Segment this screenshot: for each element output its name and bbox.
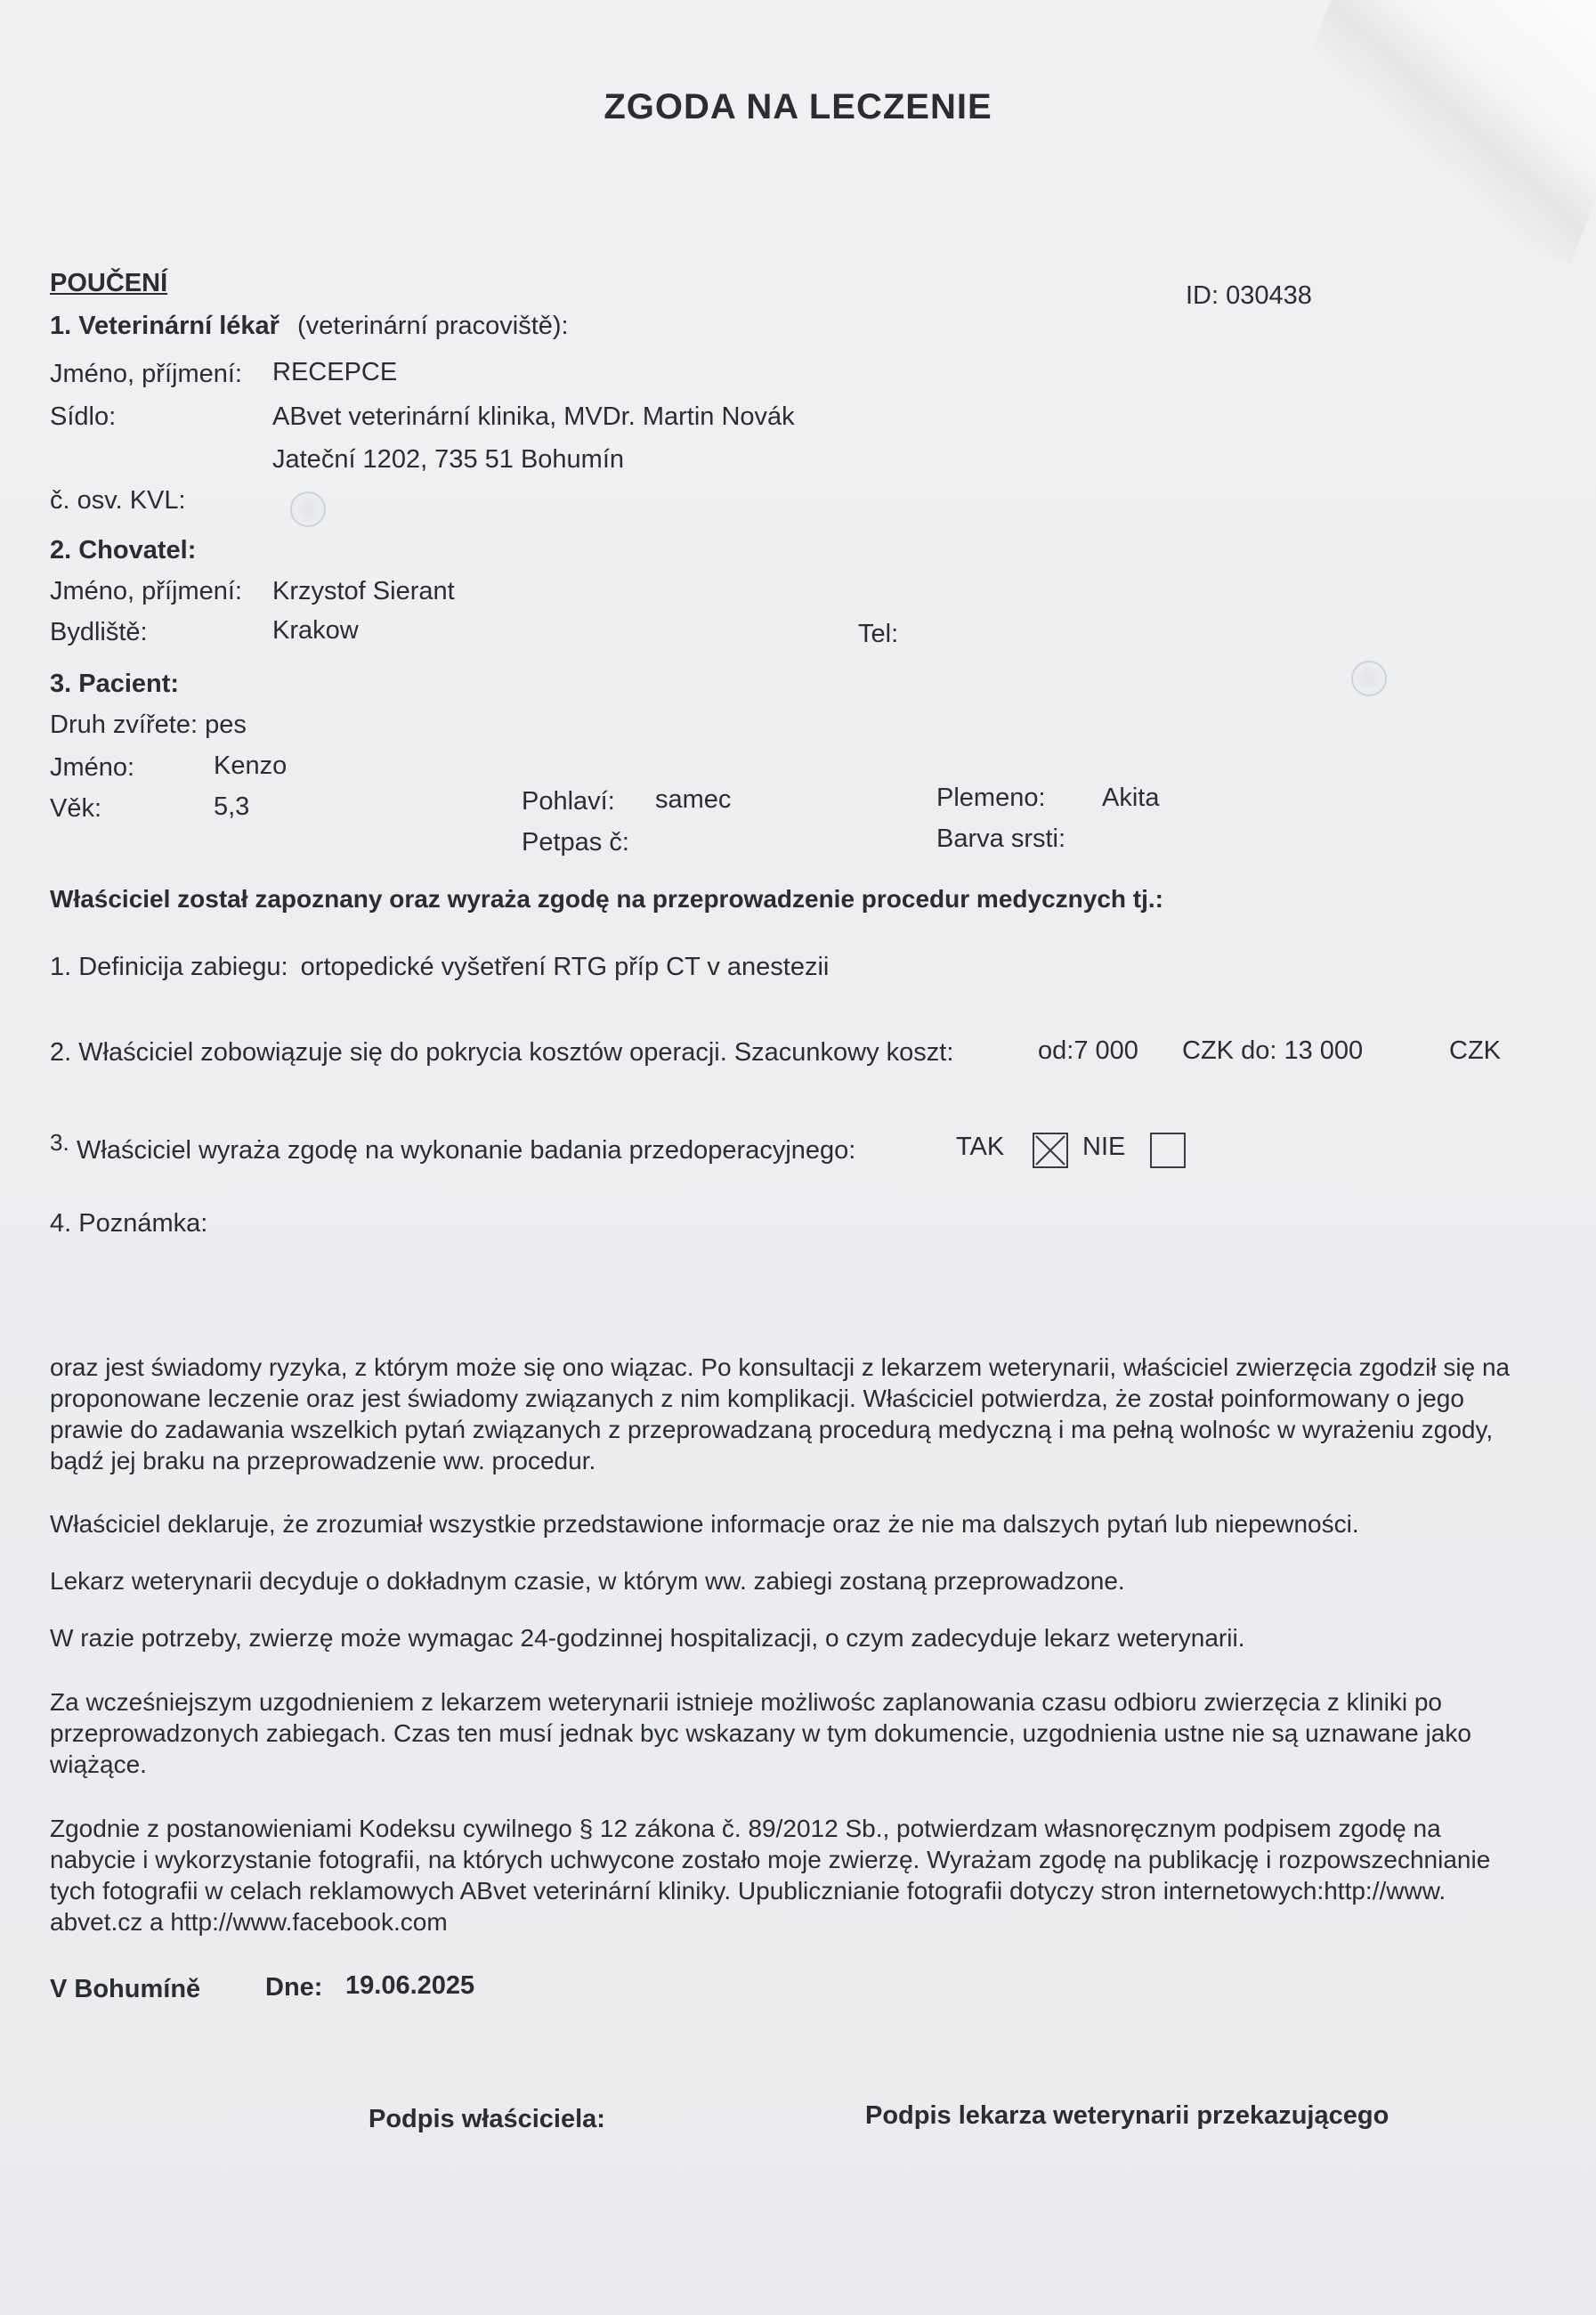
place: V Bohumíně xyxy=(50,1975,201,2003)
breed-value: Akita xyxy=(1102,784,1160,812)
note-label: 4. Poznámka: xyxy=(50,1209,208,1238)
vet-heading-note: (veterinární pracoviště): xyxy=(297,312,569,340)
owner-residence-label: Bydliště: xyxy=(50,618,148,646)
age-value: 5,3 xyxy=(214,792,250,821)
paragraph-declaration: Właściciel deklaruje, że zrozumiał wszystkie przedstawione informacje oraz że nie ma dalszych pytań lub niepewności. xyxy=(50,1510,1359,1538)
owner-signature-label: Podpis właściciela: xyxy=(369,2105,605,2133)
vet-name-value: RECEPCE xyxy=(272,358,398,386)
vet-section-heading xyxy=(50,312,569,341)
preop-no-checkbox[interactable] xyxy=(1150,1133,1186,1168)
vet-seat-label: Sídlo: xyxy=(50,402,117,431)
preop-yes-checkbox[interactable] xyxy=(1033,1133,1068,1168)
cost-to xyxy=(1182,1036,1363,1066)
owner-heading: 2. Chovatel: xyxy=(50,536,197,565)
punch-hole xyxy=(1351,661,1387,696)
owner-name-value: Krzystof Sierant xyxy=(272,577,455,605)
procedure-label: 1. Definicija zabiegu: xyxy=(50,953,288,981)
sex-label: Pohlaví: xyxy=(522,787,615,816)
species-value: pes xyxy=(205,711,247,739)
punch-hole xyxy=(290,491,326,527)
cost-text: 2. Właściciel zobowiązuje się do pokrycia kosztów operacji. Szacunkowy koszt: xyxy=(50,1038,954,1067)
preop-no-label: NIE xyxy=(1082,1133,1126,1161)
age-label: Věk: xyxy=(50,794,102,823)
owner-residence-value: Krakow xyxy=(272,616,359,645)
owner-name-label: Jméno, příjmení: xyxy=(50,577,242,605)
preop-text: Właściciel wyraża zgodę na wykonanie badania przedoperacyjnego: xyxy=(77,1136,856,1165)
paragraph-timing: Lekarz weterynarii decyduje o dokładnym czasie, w którym ww. zabiegi zostaną przeprowadzone. xyxy=(50,1567,1125,1595)
species-label: Druh zvířete: xyxy=(50,711,198,739)
id-label: ID: xyxy=(1186,281,1219,310)
paragraph-hospitalization: W razie potrzeby, zwierzę może wymagac 24-godzinnej hospitalizacji, o czym zadecyduje lekarz weterynarii. xyxy=(50,1624,1245,1652)
document-id xyxy=(1186,281,1312,311)
paragraph-risk: oraz jest świadomy ryzyka, z którym może się ono wiązac. Po konsultacji z lekarzem weterynarii, właściciel zwierzęcia zgodził się na proponowane leczenie oraz jest świadomy związanych z nim komplikacji. Właściciel potwierdza, że został poinformowany o jego prawie do zadawania wszelkich pytań związanych z przeprowadzaną procedurą medyczną i ma pełną wolnośc w wyrażeniu zgody, bądź jej braku na przeprowadzenie ww. procedur. xyxy=(50,1353,1511,1474)
patient-name-label: Jméno: xyxy=(50,753,135,782)
vet-name-label: Jméno, příjmení: xyxy=(50,360,242,388)
patient-heading: 3. Pacient: xyxy=(50,670,180,698)
cost-from xyxy=(1038,1036,1138,1066)
vet-seat-line2: Jateční 1202, 735 51 Bohumín xyxy=(272,445,625,474)
document-title: ZGODA NA LECZENIE xyxy=(604,87,992,126)
pouceni-heading: POUČENÍ xyxy=(50,269,168,297)
cost-from-label: od: xyxy=(1038,1036,1074,1065)
coat-color-label: Barva srsti: xyxy=(936,824,1066,853)
id-value: 030438 xyxy=(1226,281,1312,310)
owner-tel-label: Tel: xyxy=(858,620,899,648)
cost-to-value: 13 000 xyxy=(1284,1036,1364,1065)
vet-heading: 1. Veterinární lékař xyxy=(50,312,280,340)
breed-label: Plemeno: xyxy=(936,784,1046,812)
date-label: Dne: xyxy=(265,1973,323,2002)
kvl-label: č. osv. KVL: xyxy=(50,486,186,515)
cost-currency-1: CZK xyxy=(1182,1036,1234,1065)
preop-number: 3. xyxy=(50,1129,69,1156)
paragraph-pickup: Za wcześniejszym uzgodnieniem z lekarzem weterynarii istnieje możliwośc zaplanowania czasu odbioru zwierzęcia z kliniki po przeprowadzonych zabiegach. Czas ten musí jednak byc wskazany w tym dokumencie, uzgodnienia ustne nie są uznawane jako wiążące. xyxy=(50,1688,1471,1778)
sex-value: samec xyxy=(655,785,732,814)
vet-signature-label: Podpis lekarza weterynarii przekazującego xyxy=(865,2101,1389,2130)
cost-to-label: do: xyxy=(1241,1036,1277,1065)
consent-heading: Właściciel został zapoznany oraz wyraża zgodę na przeprowadzenie procedur medycznych tj.: xyxy=(50,885,1163,913)
vet-seat-line1: ABvet veterinární klinika, MVDr. Martin Novák xyxy=(272,402,795,431)
preop-yes-label: TAK xyxy=(956,1133,1005,1161)
cost-from-value: 7 000 xyxy=(1073,1036,1138,1065)
paragraph-photo-consent: Zgodnie z postanowieniami Kodeksu cywilnego § 12 zákona č. 89/2012 Sb., potwierdzam własnoręcznym podpisem zgodę na nabycie i wykorzystanie fotografii, na których uchwycone zostało moje zwierzę. Wyrażam zgodę na publikację i rozpowszechnianie tych fotografii w celach reklamowych ABvet veterinární kliniky. Upublicznianie fotografii dotyczy stron internetowych:http://www. abvet.cz a http://www.facebook.com xyxy=(50,1815,1491,1936)
species-row xyxy=(50,711,247,740)
cost-currency-2: CZK xyxy=(1449,1036,1501,1065)
procedure-value: ortopedické vyšetření RTG příp CT v anestezii xyxy=(300,953,830,981)
check-cross-icon xyxy=(1034,1134,1066,1166)
petpas-label: Petpas č: xyxy=(522,828,629,857)
patient-name-value: Kenzo xyxy=(214,751,288,780)
procedure-row xyxy=(50,953,829,982)
date-value: 19.06.2025 xyxy=(345,1971,475,2000)
page-corner-fold xyxy=(1273,0,1596,264)
